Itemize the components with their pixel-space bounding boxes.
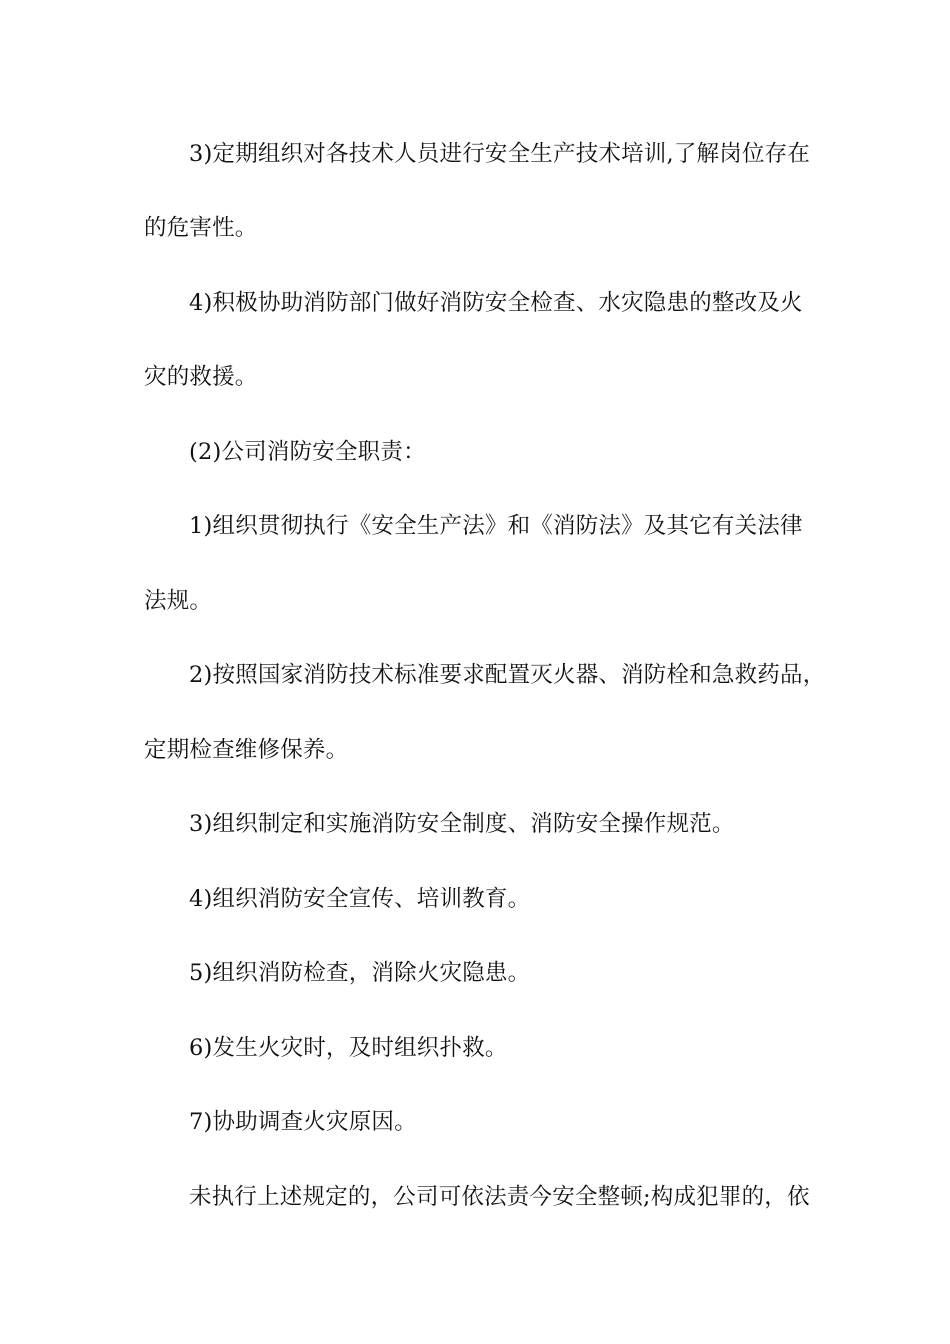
paragraph-line: 3)定期组织对各技术人员进行安全生产技术培训,了解岗位存在: [189, 141, 811, 167]
paragraph-line: 4)组织消防安全宣传、培训教育。: [189, 886, 531, 912]
paragraph-line: 5)组织消防检查，消除火灾隐患。: [189, 960, 531, 986]
paragraph-line: 7)协助调查火灾原因。: [189, 1109, 417, 1135]
paragraph-line: 3)组织制定和实施消防安全制度、消防安全操作规范。: [189, 811, 735, 837]
paragraph-line: 4)积极协助消防部门做好消防安全检查、水灾隐患的整改及火: [189, 290, 803, 316]
paragraph-line: 2)按照国家消防技术标准要求配置灭火器、消防栓和急救药品，: [189, 662, 826, 688]
paragraph-line: 的危害性。: [144, 215, 258, 241]
paragraph-line: 灾的救援。: [144, 364, 258, 390]
paragraph-line: 未执行上述规定的，公司可依法责今安全整顿;构成犯罪的，依: [189, 1184, 810, 1210]
paragraph-line: 6)发生火灾时，及时组织扑救。: [189, 1035, 508, 1061]
section-heading: (2)公司消防安全职责：: [189, 439, 426, 465]
paragraph-line: 法规。: [144, 588, 213, 614]
paragraph-line: 1)组织贯彻执行《安全生产法》和《消防法》及其它有关法律: [189, 513, 803, 539]
paragraph-line: 定期检查维修保养。: [144, 737, 349, 763]
